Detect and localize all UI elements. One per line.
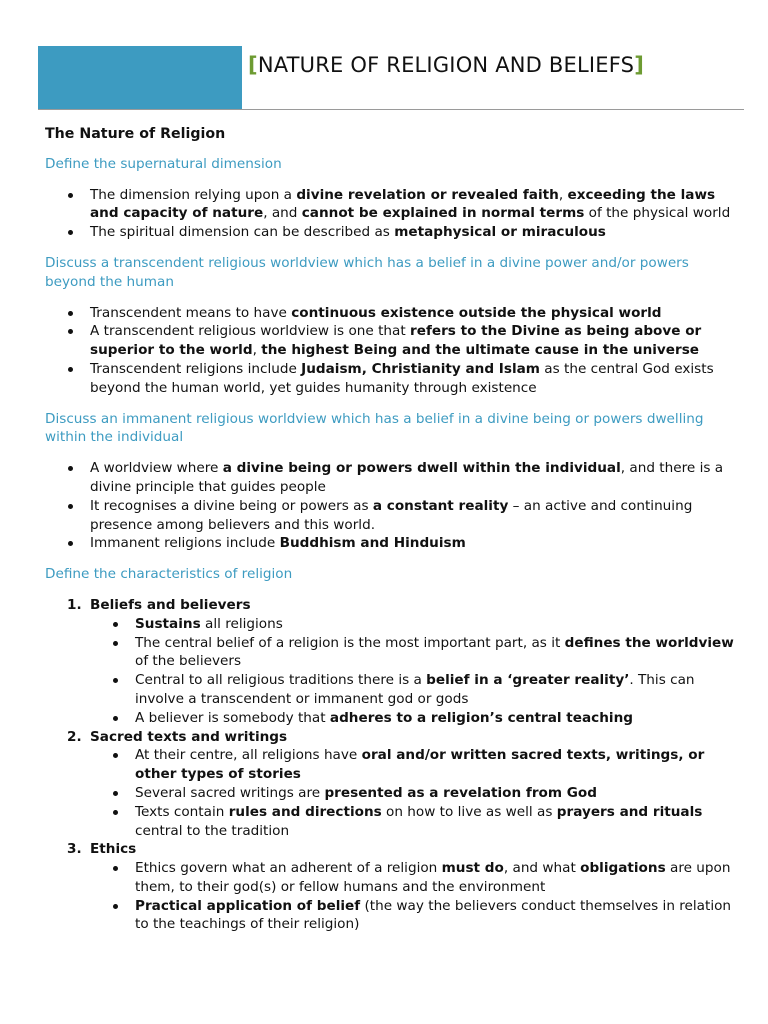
item-number: 3. — [67, 841, 82, 858]
bold-run: prayers and rituals — [556, 803, 703, 820]
bold-run: defines the worldview — [564, 634, 734, 651]
bold-run: Buddhism and Hinduism — [279, 535, 466, 552]
list-item: Central to all religious traditions there is a belief in a ‘greater reality’. This can involve a transcendent or immanent god or gods — [90, 671, 735, 709]
bold-run: oral and/or written sacred texts, writings, or other types of stories — [135, 747, 705, 783]
list-item: Texts contain rules and directions on how to live as well as prayers and rituals central to the tradition — [90, 803, 735, 841]
list-item: It recognises a divine being or powers as a constant reality – an active and continuing presence among believers and this world. — [45, 497, 735, 535]
list-item: Several sacred writings are presented as a revelation from God — [90, 784, 735, 803]
bold-run: Practical application of belief — [135, 897, 361, 914]
bold-run: Sustains — [135, 615, 201, 632]
list-item: Transcendent means to have continuous existence outside the physical world — [45, 304, 735, 323]
item-title: Beliefs and believers — [90, 596, 251, 613]
list-item: The spiritual dimension can be described as metaphysical or miraculous — [45, 223, 735, 242]
bold-run: cannot be explained in normal terms — [301, 205, 585, 222]
bold-run: belief in a ‘greater reality’ — [426, 672, 630, 689]
bullet-list — [45, 304, 735, 398]
title-bracket-close: ] — [634, 53, 645, 77]
list-item: The dimension relying upon a divine revelation or revealed faith, exceeding the laws and capacity of nature, and cannot be explained in normal terms of the physical world — [45, 186, 735, 224]
list-item: A believer is somebody that adheres to a religion’s central teaching — [90, 709, 735, 728]
subsection-heading: Define the characteristics of religion — [45, 566, 293, 583]
bold-run: rules and directions — [228, 803, 382, 820]
section-title: The Nature of Religion — [45, 126, 226, 142]
list-item: At their centre, all religions have oral and/or written sacred texts, writings, or other types of stories — [90, 746, 735, 784]
list-item: Ethics govern what an adherent of a religion must do, and what obligations are upon them, to their god(s) or fellow humans and the environment — [90, 859, 735, 897]
bullet-list — [45, 459, 735, 553]
sub-bullet-list — [90, 859, 735, 934]
subsection-heading: Discuss an immanent religious worldview which has a belief in a divine being or powers dwelling within the individual — [45, 410, 704, 446]
numbered-item-beliefs — [45, 596, 735, 728]
list-item: Immanent religions include Buddhism and Hinduism — [45, 534, 735, 553]
list-item: Transcendent religions include Judaism, Christianity and Islam as the central God exists beyond the human world, yet guides humanity through existence — [45, 360, 735, 398]
header-accent-bar — [38, 46, 242, 110]
subsection-supernatural — [45, 155, 735, 242]
numbered-item-sacred-texts — [45, 728, 735, 841]
list-item: Sustains all religions — [90, 615, 735, 634]
bold-run: obligations — [580, 860, 666, 877]
subsection-characteristics — [45, 565, 735, 934]
bold-run: metaphysical or miraculous — [394, 224, 606, 241]
bold-run: must do — [441, 860, 504, 877]
list-item: The central belief of a religion is the most important part, as it defines the worldview of the believers — [90, 634, 735, 672]
item-number: 2. — [67, 728, 82, 745]
bold-run: exceeding the laws and capacity of nature — [90, 186, 716, 222]
list-item: A transcendent religious worldview is one that refers to the Divine as being above or superior to the world, the highest Being and the ultimate cause in the universe — [45, 322, 735, 360]
item-title: Ethics — [90, 841, 137, 858]
item-title: Sacred texts and writings — [90, 728, 288, 745]
bold-run: continuous existence outside the physical world — [291, 304, 662, 321]
document-body — [45, 122, 735, 934]
bullet-list — [45, 186, 735, 242]
header-divider — [38, 109, 744, 110]
bold-run: Judaism, Christianity and Islam — [301, 360, 540, 377]
bold-run: the highest Being and the ultimate cause in the universe — [261, 342, 699, 359]
subsection-immanent — [45, 410, 735, 554]
numbered-list — [45, 596, 735, 934]
item-number: 1. — [67, 596, 82, 613]
numbered-item-ethics — [45, 840, 735, 934]
list-item: Practical application of belief (the way the believers conduct themselves in relation to the teachings of their religion) — [90, 897, 735, 935]
bold-run: adheres to a religion’s central teaching — [329, 709, 633, 726]
title-text: NATURE OF RELIGION AND BELIEFS — [257, 53, 635, 77]
subsection-transcendent — [45, 254, 735, 398]
bold-run: divine revelation or revealed faith — [296, 186, 559, 203]
subsection-heading: Discuss a transcendent religious worldview which has a belief in a divine power and/or powers beyond the human — [45, 254, 689, 290]
sub-bullet-list — [90, 746, 735, 840]
subsection-heading: Define the supernatural dimension — [45, 155, 282, 172]
list-item: A worldview where a divine being or powers dwell within the individual, and there is a divine principle that guides people — [45, 459, 735, 497]
bold-run: presented as a revelation from God — [324, 784, 598, 801]
bold-run: a constant reality — [372, 497, 509, 514]
bold-run: refers to the Divine as being above or superior to the world — [90, 323, 702, 359]
bold-run: a divine being or powers dwell within the individual — [222, 460, 621, 477]
page-title — [248, 52, 728, 79]
sub-bullet-list — [90, 615, 735, 728]
title-bracket-open: [ — [248, 53, 258, 77]
